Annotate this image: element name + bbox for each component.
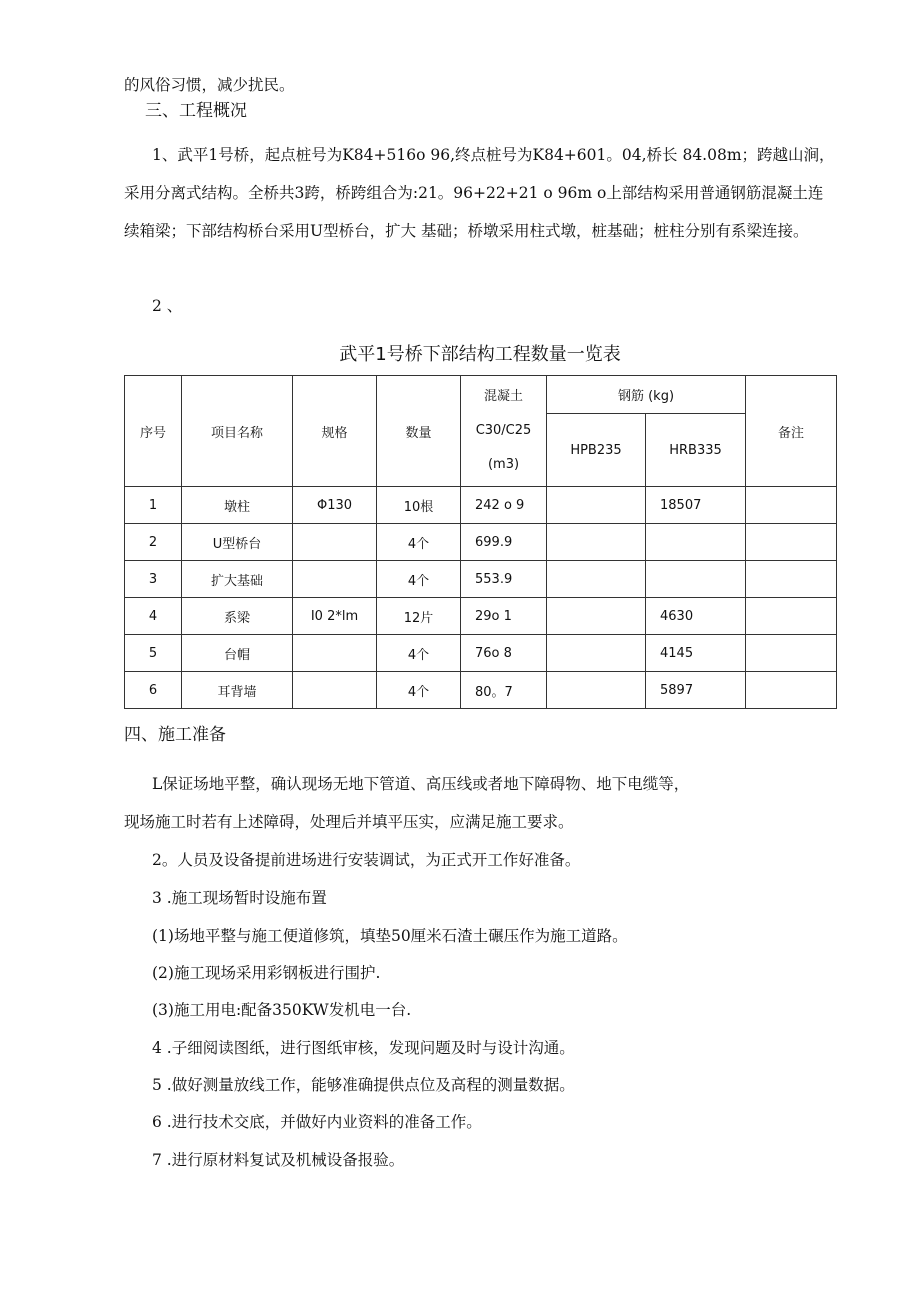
cell-concrete: 699.9	[461, 524, 547, 561]
section-heading-preparation: 四、施工准备	[124, 725, 226, 745]
cell-no: 6	[125, 672, 182, 709]
table-title: 武平1号桥下部结构工程数量一览表	[339, 344, 621, 365]
cell-remark	[746, 598, 837, 635]
header-concrete-line2: C30/C25	[475, 423, 532, 438]
cell-name: 扩大基础	[182, 561, 293, 598]
text-line: (3)施工用电:配备350KW发机电一台.	[152, 1001, 412, 1019]
paragraph-item-2: 2 、	[152, 297, 183, 315]
cell-hpb	[547, 635, 646, 672]
cell-hpb	[547, 487, 646, 524]
header-concrete	[461, 376, 547, 487]
text-line: 7 .进行原材料复试及机械设备报验。	[152, 1151, 405, 1169]
cell-name: 系梁	[182, 598, 293, 635]
cell-hrb: 5897	[646, 672, 746, 709]
cell-remark	[746, 672, 837, 709]
paragraph-project-overview: 1、武平1号桥，起点桩号为K84+516o 96,终点桩号为K84+601。04,桥长 84.08m；跨越山涧，采用分离式结构。全桥共3跨，桥跨组合为:21。96+22+21 o 96m o上部结构采用普通钢筋混凝土连续箱梁；下部结构桥台采用U型桥台，扩大 基础；桥墩采用柱式墩，桩基础；桩柱分别有系梁连接。	[124, 146, 835, 240]
cell-hpb	[547, 561, 646, 598]
cell-concrete: 553.9	[461, 561, 547, 598]
cell-remark	[746, 524, 837, 561]
table-row	[125, 524, 837, 561]
text-line: (1)场地平整与施工便道修筑，填垫50厘米石渣土碾压作为施工道路。	[152, 927, 628, 945]
header-remark: 备注	[746, 376, 837, 487]
cell-spec	[293, 635, 377, 672]
text-line: 3 .施工现场暂时设施布置	[152, 889, 327, 907]
text-line: 2。人员及设备提前进场进行安装调试，为正式开工作好准备。	[152, 851, 581, 869]
text-line: 的风俗习惯，减少扰民。	[124, 76, 295, 94]
cell-hrb: 4145	[646, 635, 746, 672]
table-row	[125, 561, 837, 598]
cell-hrb	[646, 524, 746, 561]
cell-spec: Φ130	[293, 487, 377, 524]
table-row	[125, 635, 837, 672]
cell-no: 4	[125, 598, 182, 635]
cell-name: 墩柱	[182, 487, 293, 524]
header-spec: 规格	[293, 376, 377, 487]
cell-hpb	[547, 524, 646, 561]
cell-remark	[746, 561, 837, 598]
header-qty: 数量	[377, 376, 461, 487]
text-line: 6 .进行技术交底，并做好内业资料的准备工作。	[152, 1113, 482, 1131]
cell-spec	[293, 672, 377, 709]
cell-qty: 4个	[377, 561, 461, 598]
cell-qty: 4个	[377, 635, 461, 672]
cell-no: 3	[125, 561, 182, 598]
header-concrete-line3: (m3)	[487, 457, 520, 472]
cell-spec	[293, 561, 377, 598]
cell-name: 台帽	[182, 635, 293, 672]
cell-hrb: 18507	[646, 487, 746, 524]
header-name: 项目名称	[182, 376, 293, 487]
cell-spec	[293, 524, 377, 561]
text-line: 4 .子细阅读图纸，进行图纸审核，发现问题及时与设计沟通。	[152, 1039, 575, 1057]
text-line: (2)施工现场采用彩钢板进行围护.	[152, 964, 381, 982]
cell-name: 耳背墙	[182, 672, 293, 709]
cell-hpb	[547, 598, 646, 635]
table-row	[125, 598, 837, 635]
cell-hrb: 4630	[646, 598, 746, 635]
cell-qty: 12片	[377, 598, 461, 635]
cell-spec: I0 2*lm	[293, 598, 377, 635]
section-heading-overview: 三、工程概况	[145, 101, 247, 121]
cell-remark	[746, 635, 837, 672]
cell-hrb	[646, 561, 746, 598]
table-row	[125, 672, 837, 709]
header-rebar: 钢筋 (kg)	[547, 376, 746, 414]
cell-qty: 4个	[377, 524, 461, 561]
cell-name: U型桥台	[182, 524, 293, 561]
header-hpb235: HPB235	[547, 414, 646, 487]
cell-no: 1	[125, 487, 182, 524]
text-line: 现场施工时若有上述障碍，处理后并填平压实，应满足施工要求。	[124, 813, 574, 831]
cell-hpb	[547, 672, 646, 709]
cell-no: 2	[125, 524, 182, 561]
table-row	[125, 487, 837, 524]
cell-remark	[746, 487, 837, 524]
text-line: L保证场地平整，确认现场无地下管道、高压线或者地下障碍物、地下电缆等，	[152, 775, 690, 793]
cell-no: 5	[125, 635, 182, 672]
header-no: 序号	[125, 376, 182, 487]
cell-concrete: 29o 1	[461, 598, 547, 635]
cell-concrete: 242 o 9	[461, 487, 547, 524]
cell-qty: 10根	[377, 487, 461, 524]
cell-concrete: 76o 8	[461, 635, 547, 672]
quantity-table	[124, 375, 837, 709]
cell-concrete: 80。7	[461, 672, 547, 709]
header-hrb335: HRB335	[646, 414, 746, 487]
header-concrete-line1: 混凝土	[483, 389, 523, 404]
text-line: 5 .做好测量放线工作，能够准确提供点位及高程的测量数据。	[152, 1076, 575, 1094]
cell-qty: 4个	[377, 672, 461, 709]
